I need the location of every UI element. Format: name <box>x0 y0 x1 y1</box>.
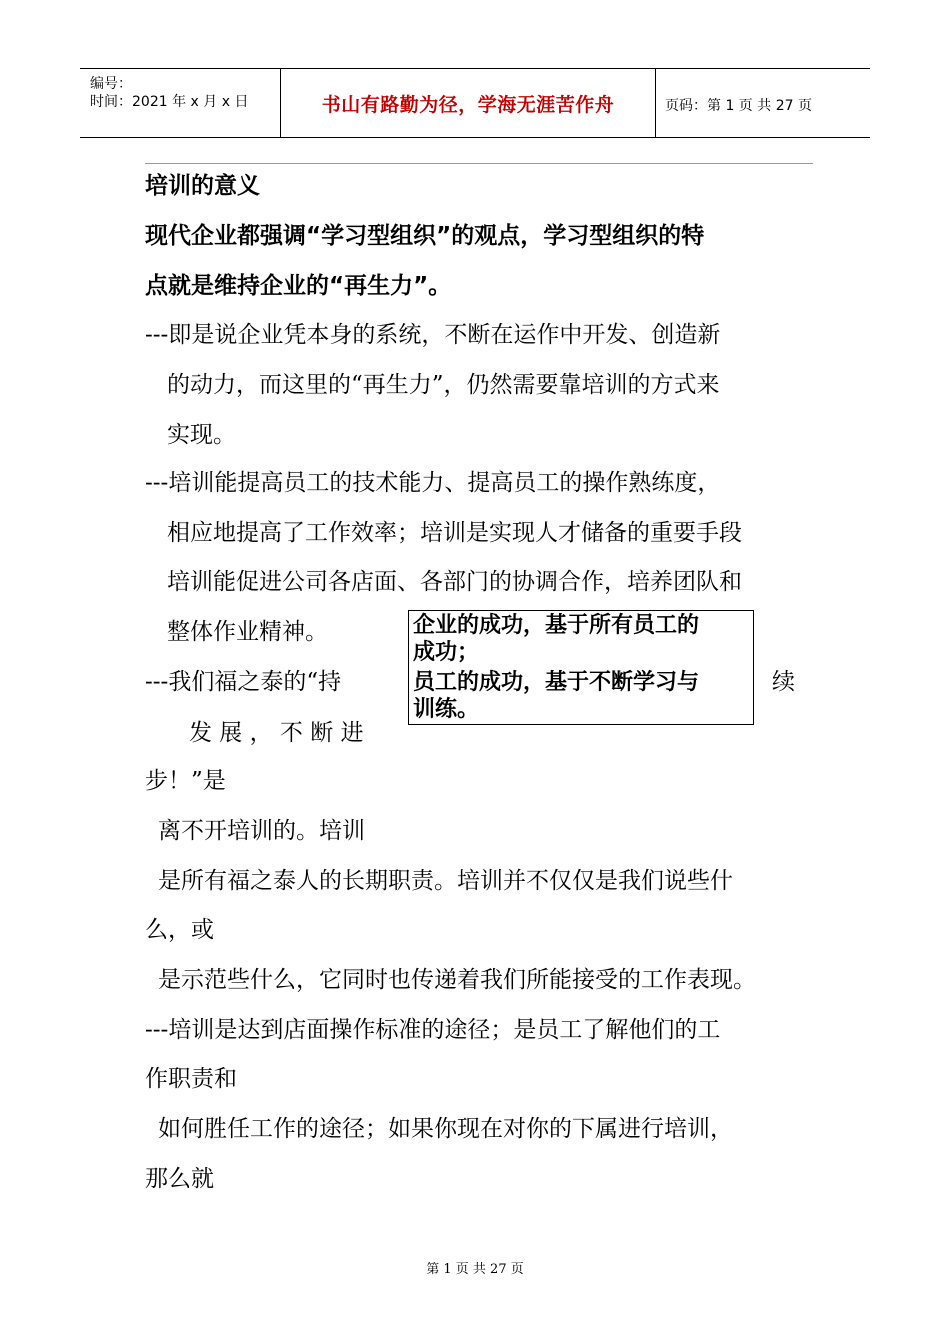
number-label: 编号： <box>90 76 132 92</box>
header-meta <box>80 69 280 137</box>
body-line-17: ---培训是达到店面操作标准的途径；是员工了解他们的工 <box>145 1017 721 1043</box>
body-line-12: 步！”是 <box>145 768 226 794</box>
header-page-number: 页码：第 1 页 共 27 页 <box>665 98 812 114</box>
body-line-6: ---培训能提高员工的技术能力、提高员工的操作熟练度， <box>145 470 721 496</box>
body-line-19: 如何胜任工作的途径；如果你现在对你的下属进行培训， <box>158 1116 733 1142</box>
body-line-7: 相应地提高了工作效率；培训是实现人才储备的重要手段 <box>167 520 742 546</box>
time-label: 时间：2021 年 x 月 x 日 <box>90 94 249 110</box>
body-line-9: 整体作业精神。 <box>167 619 328 645</box>
body-line-10-tail: 续 <box>772 669 795 695</box>
document-header <box>80 68 870 138</box>
body-line-8: 培训能促进公司各店面、各部门的协调合作，培养团队和 <box>167 569 742 595</box>
callout-line-3: 员工的成功，基于不断学习与 <box>413 670 700 695</box>
body-line-4: 的动力，而这里的“再生力”，仍然需要靠培训的方式来 <box>167 372 720 398</box>
callout-box <box>408 610 754 725</box>
body-line-3: ---即是说企业凭本身的系统，不断在运作中开发、创造新 <box>145 322 721 348</box>
body-line-2: 点就是维持企业的“再生力”。 <box>145 273 452 299</box>
callout-line-1: 企业的成功，基于所有员工的 <box>413 613 700 638</box>
body-line-10: ---我们福之泰的“持 <box>145 669 342 695</box>
body-line-18: 作职责和 <box>145 1066 237 1092</box>
body-line-11: 发 展 ， 不 断 进 <box>189 720 364 746</box>
header-motto: 书山有路勤为径，学海无涯苦作舟 <box>321 94 615 116</box>
body-line-1: 现代企业都强调“学习型组织”的观点，学习型组织的特 <box>145 223 705 249</box>
body-line-20: 那么就 <box>145 1166 214 1192</box>
header-divider <box>145 163 813 164</box>
header-motto-cell <box>280 69 656 137</box>
section-title: 培训的意义 <box>145 173 260 199</box>
body-line-13: 离不开培训的。培训 <box>158 818 365 844</box>
body-line-14: 是所有福之泰人的长期职责。培训并不仅仅是我们说些什 <box>158 868 733 894</box>
callout-line-4: 训练。 <box>413 697 480 722</box>
body-line-15: 么，或 <box>145 917 214 943</box>
header-page-cell <box>655 69 870 137</box>
body-line-16: 是示范些什么，它同时也传递着我们所能接受的工作表现。 <box>158 967 756 993</box>
body-line-5: 实现。 <box>167 422 236 448</box>
callout-line-2: 成功； <box>413 640 480 665</box>
page-footer: 第 1 页 共 27 页 <box>426 1262 524 1277</box>
